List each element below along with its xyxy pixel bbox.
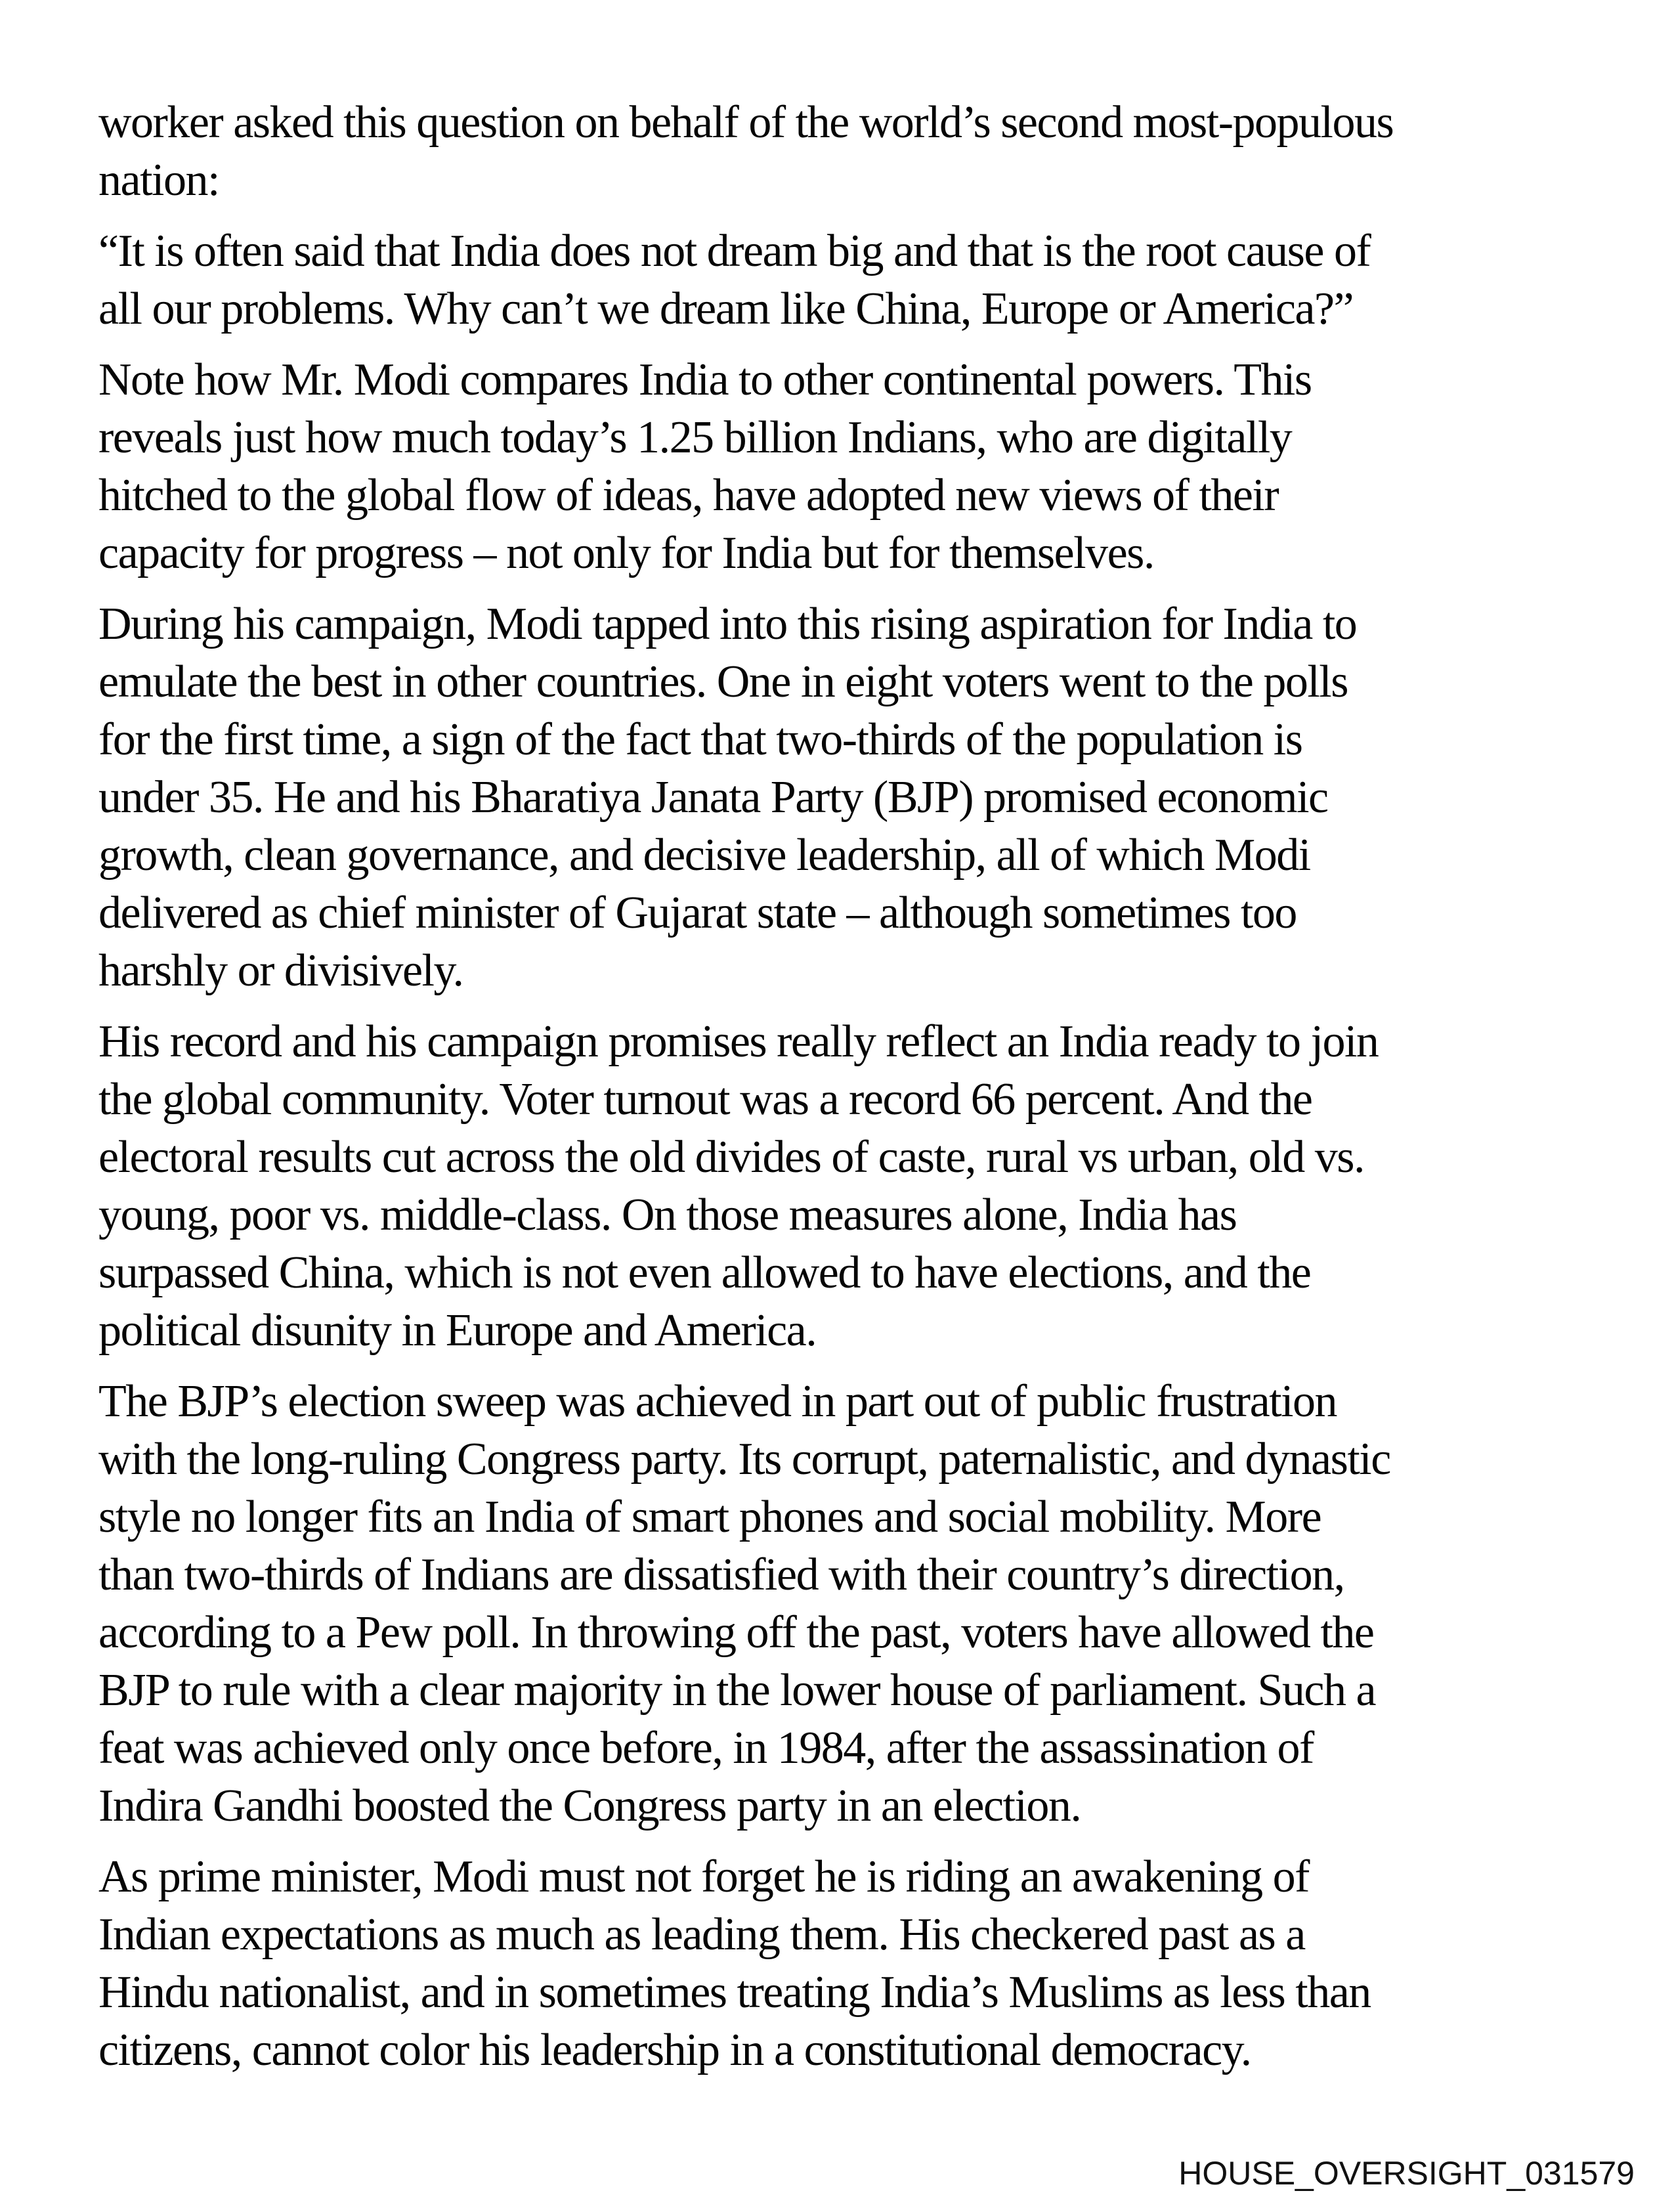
text-line: The BJP’s election sweep was achieved in part out of public frustration	[98, 1376, 1337, 1427]
text-line: electoral results cut across the old divides of caste, rural vs urban, old vs.	[98, 1132, 1364, 1182]
text-line: “It is often said that India does not dream big and that is the root cause of	[98, 226, 1371, 276]
paragraph-5	[98, 1013, 1582, 1360]
text-line: than two-thirds of Indians are dissatisfied with their country’s direction,	[98, 1550, 1344, 1600]
text-line: young, poor vs. middle-class. On those measures alone, India has	[98, 1190, 1237, 1240]
text-line: political disunity in Europe and America.	[98, 1305, 817, 1356]
text-line: style no longer fits an India of smart phones and social mobility. More	[98, 1492, 1321, 1542]
text-line: hitched to the global flow of ideas, have adopted new views of their	[98, 470, 1279, 521]
text-line: under 35. He and his Bharatiya Janata Party (BJP) promised economic	[98, 772, 1328, 823]
text-line: delivered as chief minister of Gujarat state – although sometimes too	[98, 888, 1297, 938]
text-line: Indira Gandhi boosted the Congress party in an election.	[98, 1781, 1081, 1831]
text-line: the global community. Voter turnout was a record 66 percent. And the	[98, 1074, 1312, 1125]
text-line: nation:	[98, 155, 219, 206]
text-line: As prime minister, Modi must not forget he is riding an awakening of	[98, 1852, 1309, 1902]
text-line: emulate the best in other countries. One in eight voters went to the polls	[98, 657, 1348, 707]
text-line: During his campaign, Modi tapped into this rising aspiration for India to	[98, 599, 1357, 649]
document-body	[98, 94, 1582, 2093]
text-line: Hindu nationalist, and in sometimes treating India’s Muslims as less than	[98, 1967, 1371, 2018]
paragraph-4	[98, 596, 1582, 1000]
paragraph-7	[98, 1848, 1582, 2079]
text-line: capacity for progress – not only for India but for themselves.	[98, 528, 1154, 578]
paragraph-6	[98, 1373, 1582, 1835]
text-line: BJP to rule with a clear majority in the lower house of parliament. Such a	[98, 1665, 1376, 1716]
text-line: growth, clean governance, and decisive leadership, all of which Modi	[98, 830, 1310, 880]
text-line: harshly or divisively.	[98, 945, 463, 996]
text-line: with the long-ruling Congress party. Its corrupt, paternalistic, and dynastic	[98, 1434, 1390, 1485]
paragraph-2	[98, 223, 1582, 338]
text-line: according to a Pew poll. In throwing off the past, voters have allowed the	[98, 1607, 1374, 1658]
text-line: all our problems. Why can’t we dream like China, Europe or America?”	[98, 284, 1354, 334]
text-line: for the first time, a sign of the fact that two-thirds of the population is	[98, 714, 1302, 765]
paragraph-3	[98, 351, 1582, 582]
bates-stamp: HOUSE_OVERSIGHT_031579	[1178, 2155, 1635, 2192]
text-line: Note how Mr. Modi compares India to other continental powers. This	[98, 355, 1312, 405]
text-line: feat was achieved only once before, in 1984, after the assassination of	[98, 1723, 1314, 1773]
text-line: Indian expectations as much as leading them. His checkered past as a	[98, 1909, 1305, 1960]
text-line: citizens, cannot color his leadership in a constitutional democracy.	[98, 2025, 1251, 2075]
text-line: worker asked this question on behalf of the world’s second most-populous	[98, 97, 1394, 148]
text-line: His record and his campaign promises really reflect an India ready to join	[98, 1016, 1379, 1067]
paragraph-1	[98, 94, 1582, 209]
text-line: surpassed China, which is not even allowed to have elections, and the	[98, 1247, 1311, 1298]
text-line: reveals just how much today’s 1.25 billion Indians, who are digitally	[98, 412, 1292, 463]
